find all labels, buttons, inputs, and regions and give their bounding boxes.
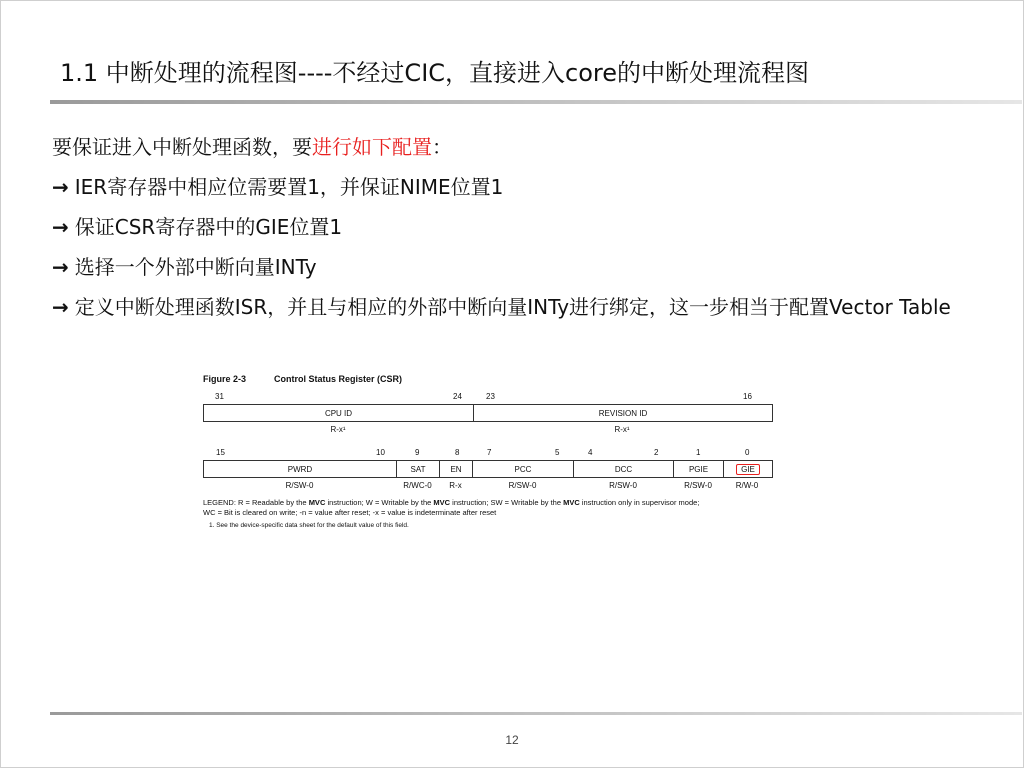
figure-legend	[203, 498, 773, 518]
bullet-item	[52, 292, 982, 322]
arrow-icon: →	[52, 175, 69, 199]
bit-number: 16	[743, 392, 752, 401]
bit-number: 2	[654, 448, 659, 457]
bullet-text: 定义中断处理函数ISR，并且与相应的外部中断向量INTy进行绑定，这一步相当于配置Vector Table	[74, 295, 951, 319]
field-revision-id: REVISION ID	[598, 408, 648, 418]
access-value: R-x	[449, 480, 462, 490]
bit-number: 24	[453, 392, 462, 401]
page-number: 12	[505, 733, 519, 747]
arrow-icon: →	[52, 215, 69, 239]
bullet-text: 选择一个外部中断向量INTy	[74, 255, 317, 279]
intro-prefix: 要保证进入中断处理函数，要	[52, 135, 312, 159]
figure-caption-text: Control Status Register (CSR)	[274, 374, 403, 384]
bit-number: 5	[555, 448, 560, 457]
bullet-text: 保证CSR寄存器中的GIE位置1	[74, 215, 343, 239]
bit-number: 0	[745, 448, 750, 457]
figure-caption	[203, 374, 773, 384]
bullet-item	[52, 252, 982, 282]
legend-mvc: MVC	[308, 498, 326, 507]
bullet-text: IER寄存器中相应位需要置1，并保证NIME位置1	[74, 175, 504, 199]
access-value: R/SW-0	[684, 480, 712, 490]
arrow-icon: →	[52, 255, 69, 279]
upper-bit-numbers	[203, 392, 773, 404]
legend-text: instruction; SW = Writable by the	[450, 498, 564, 507]
bit-number: 4	[588, 448, 593, 457]
access-value: R/SW-0	[285, 480, 314, 490]
bullet-item	[52, 212, 982, 242]
slide-body	[52, 132, 982, 332]
footer-divider	[50, 712, 1022, 715]
access-value: R/SW-0	[609, 480, 637, 490]
register-upper	[203, 404, 773, 422]
slide-title: 1.1 中断处理的流程图----不经过CIC，直接进入core的中断处理流程图	[60, 59, 810, 87]
intro-highlight: 进行如下配置	[312, 135, 432, 159]
bit-number: 23	[486, 392, 495, 401]
bit-number: 1	[696, 448, 701, 457]
field-dcc: DCC	[574, 461, 674, 477]
field-pwrd: PWRD	[204, 461, 397, 477]
legend-mvc: MVC	[563, 498, 580, 507]
field-pgie: PGIE	[674, 461, 724, 477]
access-value: R-x¹	[614, 424, 630, 434]
legend-mvc: MVC	[433, 498, 451, 507]
legend-text: LEGEND: R = Readable by the	[203, 498, 309, 507]
bit-number: 10	[376, 448, 385, 457]
field-en: EN	[440, 461, 473, 477]
bit-number: 9	[415, 448, 420, 457]
field-cpu-id: CPU ID	[204, 405, 474, 421]
csr-figure	[203, 374, 773, 529]
upper-access-row	[203, 422, 773, 436]
field-pcc: PCC	[473, 461, 574, 477]
bit-number: 15	[216, 448, 225, 457]
bullet-item	[52, 172, 982, 202]
bit-number: 8	[455, 448, 460, 457]
access-value: R/WC-0	[403, 480, 432, 490]
arrow-icon: →	[52, 295, 69, 319]
legend-text: instruction only in supervisor mode;	[579, 498, 700, 507]
access-value: R/SW-0	[508, 480, 537, 490]
intro-line	[52, 132, 982, 162]
bit-number: 31	[215, 392, 224, 401]
lower-bit-numbers	[203, 448, 773, 460]
figure-label: Figure 2-3	[203, 374, 247, 384]
intro-suffix: ：	[432, 135, 452, 159]
field-sat: SAT	[397, 461, 440, 477]
title-divider	[50, 100, 1022, 104]
register-lower	[203, 460, 773, 478]
legend-line2: WC = Bit is cleared on write; -n = value after reset; -x = value is indeterminate after reset	[203, 508, 497, 517]
figure-footnote: 1. See the device-specific data sheet for the default value of this field.	[209, 522, 409, 529]
access-value: R/W-0	[735, 480, 759, 490]
bit-number: 7	[487, 448, 492, 457]
legend-text: instruction; W = Writable by the	[325, 498, 434, 507]
access-value: R-x¹	[330, 424, 346, 434]
lower-access-row	[203, 478, 773, 492]
field-gie	[724, 461, 772, 477]
gie-highlight: GIE	[736, 464, 760, 475]
